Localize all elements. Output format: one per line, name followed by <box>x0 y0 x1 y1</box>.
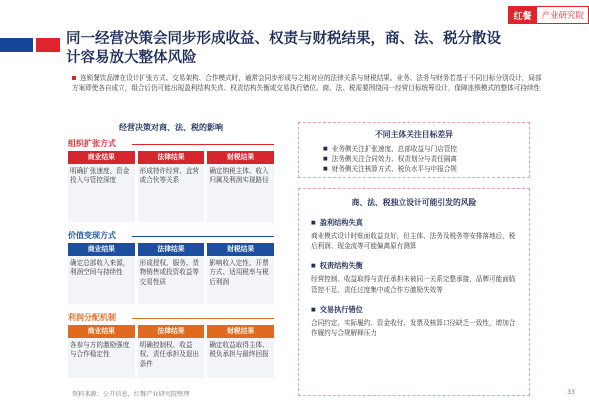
risk-heading: ■ 交易执行错位 <box>311 305 519 315</box>
risk-heading: ■ 权责结构失衡 <box>311 261 519 271</box>
column-header: 法律结果 <box>138 151 205 164</box>
impact-panel <box>68 122 274 398</box>
column-tax <box>207 243 274 304</box>
section-profit-distribution <box>68 312 274 378</box>
column-header: 商业结果 <box>68 151 135 164</box>
brand-logo <box>508 6 589 24</box>
section-divider <box>132 144 274 145</box>
risk-heading: ■ 盈利结构失真 <box>311 218 519 228</box>
goal-difference-card <box>298 122 530 178</box>
intro-text: 连锁餐饮品牌在设计扩张方式、交易架构、合作模式时，通常会同步形成与之相对应的法律关系与财税结果。业务、法务与财务若基于不同目标分别设计，局部方案即使各自成立，组合后仍可能出现盈利结构失真、权责结构失衡或交易执行错位。商、法、税需要围绕同一经营目标统筹设计，保障连锁模式的整体可持续性 <box>72 74 542 92</box>
column-business <box>68 151 135 222</box>
risk-card <box>298 188 530 396</box>
intro-paragraph <box>72 73 542 93</box>
risk-description: 合同约定、实际履约、资金收付、发票及核算口径缺乏一致性，增加合作履约与合规解释压力 <box>311 318 516 338</box>
cell: 形成特许经营、直营或合伙等关系 <box>138 164 205 222</box>
column-tax <box>207 151 274 222</box>
column-legal <box>138 151 205 222</box>
section-title: 利润分配机制 <box>68 313 116 322</box>
impact-panel-heading: 经营决策对商、法、税的影响 <box>119 123 223 132</box>
list-item: ■ 财务侧关注核算方式、税负水平与申报合规 <box>323 164 529 174</box>
logo-box-label: 产业研究院 <box>536 6 589 24</box>
page-number: 33 <box>567 389 575 396</box>
risk-item-profit <box>299 218 529 251</box>
column-header: 法律结果 <box>138 243 205 256</box>
risk-panel <box>298 122 530 392</box>
goal-difference-list <box>299 140 529 174</box>
section-divider <box>132 318 274 319</box>
section-value-monetization <box>68 230 274 304</box>
column-header: 财税结果 <box>207 325 274 338</box>
list-item: ■ 法务侧关注合同效力、权责划分与责任隔离 <box>323 154 529 164</box>
cell: 各参与方的激励强度与合作稳定性 <box>68 338 135 378</box>
cell: 确定总部收入来源，利润空间与持续性 <box>68 256 135 304</box>
column-tax <box>207 325 274 378</box>
column-header: 财税结果 <box>207 151 274 164</box>
section-title: 组织扩张方式 <box>68 139 116 148</box>
risk-description: 商业模式设计时账面收益良好，但主体、法务及税务等安排落地后，税后利润、现金流等可能偏离原有测算 <box>311 232 516 251</box>
cell: 确定纳税主体、收入归属及利润实现路径 <box>207 164 274 222</box>
title-accent-bar <box>0 38 60 52</box>
cell: 明确扩张速度、资金投入与管控深度 <box>68 164 135 222</box>
column-header: 法律结果 <box>138 325 205 338</box>
risk-description: 经营控制、收益取得与责任承担未被同一关系完整承接，品牌可能面临管控不足、责任过度集中或合作方激励失效等 <box>311 275 516 294</box>
column-legal <box>138 325 205 378</box>
section-organization-expansion <box>68 138 274 222</box>
column-business <box>68 325 135 378</box>
column-legal <box>138 243 205 304</box>
bullet-square-icon <box>72 76 76 80</box>
risk-item-execution <box>299 305 529 338</box>
logo-red-label: 红餐 <box>508 6 536 24</box>
column-header: 商业结果 <box>68 243 135 256</box>
cell: 确定收益取得主体、税负承担与最终回报 <box>207 338 274 378</box>
list-item: ■ 业务侧关注扩张速度、总部收益与门店管控 <box>323 144 529 154</box>
cell: 明确控制权、收益权、责任承担及退出条件 <box>138 338 205 378</box>
section-title: 价值变现方式 <box>68 231 116 240</box>
column-business <box>68 243 135 304</box>
cell: 影响收入定性、开票方式、适用税率与税后利润 <box>207 256 274 304</box>
title-bar <box>0 0 589 72</box>
source-note: 资料来源：公开信息，红餐产业研究院整理 <box>72 391 190 398</box>
page-title: 同一经营决策会同步形成收益、权责与财税结果，商、法、税分散设计容易放大整体风险 <box>66 31 501 66</box>
column-header: 财税结果 <box>207 243 274 256</box>
risk-item-responsibility <box>299 261 529 294</box>
section-divider <box>132 236 274 237</box>
goal-difference-title: 不同主体关注目标差异 <box>375 130 453 139</box>
column-header: 商业结果 <box>68 325 135 338</box>
cell: 形成授权、服务、货物销售或投资收益等交易性质 <box>138 256 205 304</box>
risk-card-title: 商、法、税独立设计可能引发的风险 <box>351 198 477 207</box>
